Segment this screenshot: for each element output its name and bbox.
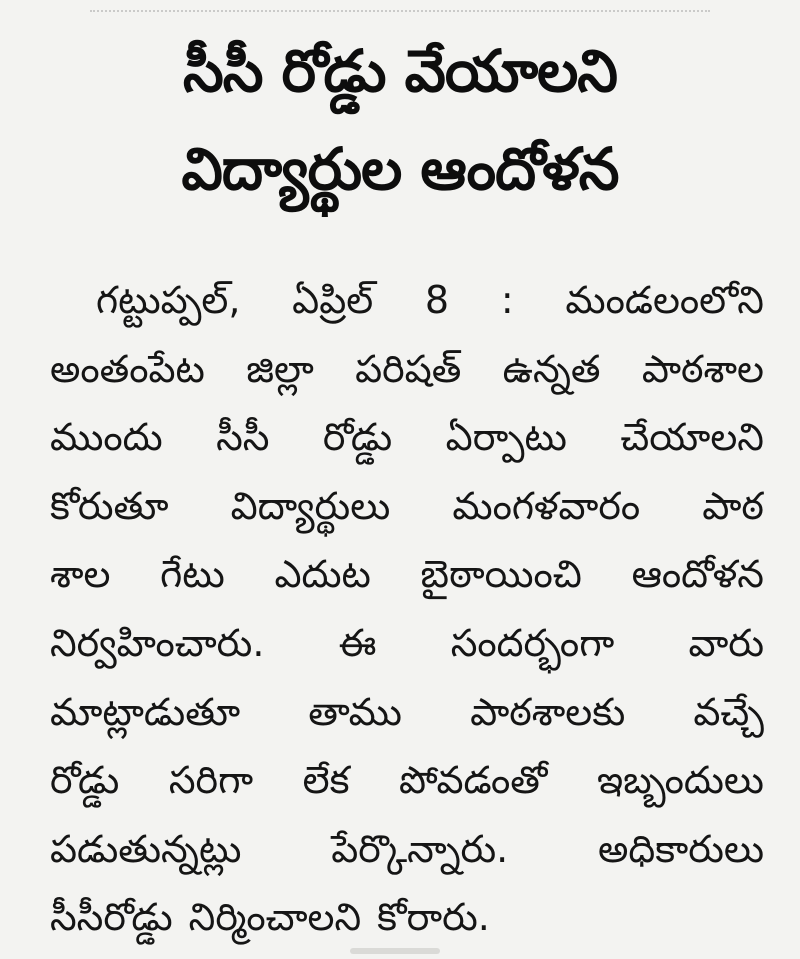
article-word: కోరుతూ bbox=[50, 483, 169, 528]
clipping-bottom-edge bbox=[350, 948, 440, 954]
article-word: నిర్మించాలని bbox=[188, 895, 362, 940]
article-line bbox=[50, 678, 764, 747]
article-word: పాఠ bbox=[702, 483, 764, 528]
article-line bbox=[50, 266, 764, 335]
article-word: మంగళవారం bbox=[452, 483, 641, 528]
article-word: పోవడంతో bbox=[398, 758, 548, 803]
article-word: పేర్కొన్నారు. bbox=[331, 826, 509, 871]
article-line bbox=[50, 403, 764, 472]
clipping-top-edge bbox=[90, 0, 710, 12]
article-word: ఈ bbox=[338, 620, 377, 665]
article-word: లేక bbox=[302, 758, 350, 803]
article-word: ఏర్పాటు bbox=[445, 415, 567, 460]
article-word: సరిగా bbox=[168, 758, 254, 803]
article-word: గేటు bbox=[160, 552, 225, 597]
article-word: జిల్లా bbox=[246, 346, 314, 391]
article-line bbox=[50, 472, 764, 541]
article-line bbox=[50, 540, 764, 609]
article-word: నిర్వహించారు. bbox=[50, 620, 265, 665]
article-word: పాఠశాలకు bbox=[470, 689, 626, 734]
headline-line-2: విద్యార్థుల ఆందోళన bbox=[181, 135, 619, 203]
article-line bbox=[50, 815, 764, 884]
article-word: అధికారులు bbox=[598, 826, 764, 871]
article-word: ఇబ్బందులు bbox=[596, 758, 764, 803]
article-word: 8 bbox=[424, 278, 450, 322]
article-word: పాఠశాల bbox=[641, 346, 764, 391]
article-word: రోడ్డు bbox=[322, 415, 393, 460]
article-word: శాల bbox=[50, 552, 111, 597]
article-word: అంతంపేట bbox=[50, 346, 205, 391]
article-word: వారు bbox=[688, 620, 764, 665]
article-word: మండలంలోని bbox=[565, 278, 764, 322]
article-word: తాము bbox=[308, 689, 402, 734]
article-word: కోరారు. bbox=[377, 895, 490, 940]
article-word: బైఠాయించి bbox=[420, 552, 582, 597]
article-word: విద్యార్థులు bbox=[230, 483, 391, 528]
article-body bbox=[50, 266, 764, 952]
article-word: ఉన్నత bbox=[502, 346, 601, 391]
article-word: ఆందోళన bbox=[631, 552, 764, 597]
article-word: చేయాలని bbox=[620, 415, 764, 460]
article-word: రోడ్డు bbox=[50, 758, 120, 803]
article-word: గట్టుప్పల్, bbox=[96, 278, 241, 322]
article-word: పరిషత్ bbox=[355, 346, 462, 391]
headline-line-1: సీసీ రోడ్డు వేయాలని bbox=[183, 37, 617, 105]
article-word: సందర్భంగా bbox=[450, 620, 615, 665]
article-word: ముందు bbox=[50, 415, 163, 460]
article-word: సీసీరోడ్డు bbox=[50, 895, 173, 940]
article-word: మాట్లాడుతూ bbox=[50, 689, 241, 734]
article-word: ఎదుట bbox=[274, 552, 371, 597]
article-word: పడుతున్నట్లు bbox=[50, 826, 242, 871]
article-word: ఏప్రిల్ bbox=[292, 278, 374, 322]
article-line bbox=[50, 609, 764, 678]
article-line bbox=[50, 883, 764, 952]
article-line bbox=[50, 335, 764, 404]
article-word: సీసీ bbox=[216, 415, 270, 460]
article-word: : bbox=[500, 278, 514, 322]
article-word: వచ్చే bbox=[693, 689, 764, 734]
article-line bbox=[50, 746, 764, 815]
